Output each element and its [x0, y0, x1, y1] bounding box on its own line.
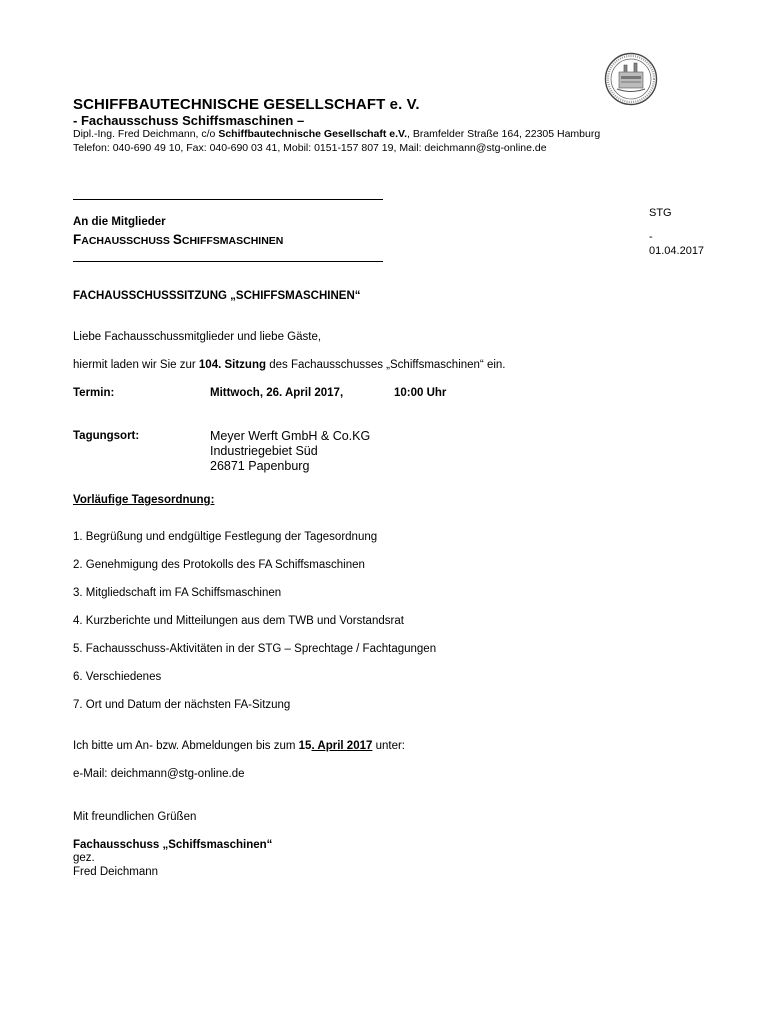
signature-committee: Fachausschuss „Schiffsmaschinen“	[73, 839, 273, 851]
rsvp-prefix: Ich bitte um An- bzw. Abmeldungen bis zum	[73, 740, 299, 752]
agenda-item: 6. Verschiedenes	[73, 671, 162, 683]
contact-email: e-Mail: deichmann@stg-online.de	[73, 768, 245, 780]
committee-name: - Fachausschuss Schiffsmaschinen –	[73, 113, 305, 128]
recipient-rest-2: CHIFFSMASCHINEN	[181, 235, 284, 247]
recipient-cap-s: S	[172, 232, 182, 247]
invite-suffix: des Fachausschusses „Schiffsmaschinen“ ein.	[266, 359, 506, 371]
agenda-item: 7. Ort und Datum der nächsten FA-Sitzung	[73, 699, 291, 711]
society-seal-icon	[604, 52, 658, 106]
venue-line-3: 26871 Papenburg	[210, 459, 310, 473]
address-suffix: , Bramfelder Straße 164, 22305 Hamburg	[407, 128, 601, 140]
agenda-item: 4. Kurzberichte und Mitteilungen aus dem TWB und Vorstandsrat	[73, 615, 404, 627]
organization-name: SCHIFFBAUTECHNISCHE GESELLSCHAFT e. V.	[73, 96, 420, 113]
subject-line: FACHAUSSCHUSSSITZUNG „SCHIFFSMASCHINEN“	[73, 290, 361, 302]
reference-sender: STG	[649, 207, 672, 219]
rsvp-suffix: unter:	[372, 740, 405, 752]
divider-top	[73, 199, 383, 200]
meeting-time: 10:00 Uhr	[394, 387, 447, 399]
greeting: Liebe Fachausschussmitglieder und liebe Gäste,	[73, 331, 322, 343]
agenda-heading: Vorläufige Tagesordnung:	[73, 494, 215, 506]
agenda-item: 3. Mitgliedschaft im FA Schiffsmaschinen	[73, 587, 282, 599]
venue-line-2: Industriegebiet Süd	[210, 444, 318, 458]
rsvp-day: 15	[298, 740, 312, 752]
address-org: Schiffbautechnische Gesellschaft e.V.	[218, 128, 407, 140]
signature-gez: gez.	[73, 852, 95, 864]
agenda-item: 2. Genehmigung des Protokolls des FA Schiffsmaschinen	[73, 559, 365, 571]
agenda-item: 1. Begrüßung und endgültige Festlegung der Tagesordnung	[73, 531, 378, 543]
recipient-rest-1: ACHAUSSCHUSS	[81, 235, 173, 247]
venue-label: Tagungsort:	[73, 430, 140, 442]
divider-bottom	[73, 261, 383, 262]
recipient-line: An die Mitglieder	[73, 216, 166, 228]
date-label: Termin:	[73, 387, 115, 399]
reference-dash: -	[649, 231, 653, 243]
invitation-line	[73, 359, 506, 371]
recipient-cap-f: F	[73, 232, 82, 247]
letter-date: 01.04.2017	[649, 245, 705, 257]
rsvp-line	[73, 740, 405, 752]
regards: Mit freundlichen Grüßen	[73, 811, 197, 823]
rsvp-deadline: . April 2017	[311, 740, 373, 752]
address-prefix: Dipl.-Ing. Fred Deichmann, c/o	[73, 128, 219, 140]
agenda-item: 5. Fachausschuss-Aktivitäten in der STG – Sprechtage / Fachtagungen	[73, 643, 437, 655]
invite-prefix: hiermit laden wir Sie zur	[73, 359, 199, 371]
signature-name: Fred Deichmann	[73, 866, 159, 878]
venue-line-1: Meyer Werft GmbH & Co.KG	[210, 429, 371, 443]
sender-contact: Telefon: 040-690 49 10, Fax: 040-690 03 41, Mobil: 0151-157 807 19, Mail: deichmann@stg-online.de	[73, 142, 547, 154]
session-number: 104. Sitzung	[198, 359, 267, 371]
sender-address	[73, 128, 600, 140]
recipient-committee	[73, 232, 283, 247]
meeting-date: Mittwoch, 26. April 2017,	[210, 387, 344, 399]
